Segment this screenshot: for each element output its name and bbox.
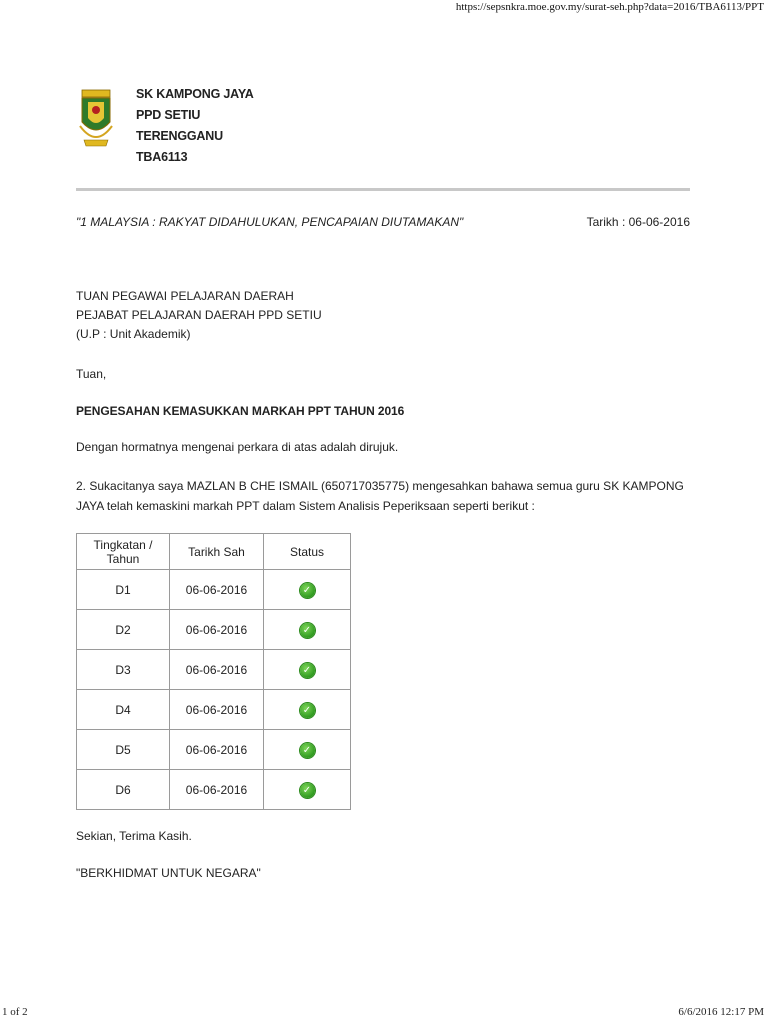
- salutation: Tuan,: [76, 367, 107, 381]
- table-header-row: [77, 534, 351, 570]
- letter-subject: PENGESAHAN KEMASUKKAN MARKAH PPT TAHUN 2016: [76, 404, 405, 418]
- cell-status: [264, 610, 351, 650]
- cell-date: 06-06-2016: [170, 690, 264, 730]
- recipient-line-1: TUAN PEGAWAI PELAJARAN DAERAH: [76, 289, 294, 303]
- cell-date: 06-06-2016: [170, 770, 264, 810]
- school-code: TBA6113: [136, 150, 188, 164]
- school-name: SK KAMPONG JAYA: [136, 87, 254, 101]
- page-number: 1 of 2: [2, 1006, 28, 1018]
- table-row: [77, 690, 351, 730]
- cell-level: D4: [77, 690, 170, 730]
- check-icon: ✓: [300, 663, 315, 678]
- cell-date: 06-06-2016: [170, 650, 264, 690]
- cell-status: [264, 570, 351, 610]
- check-icon: ✓: [300, 623, 315, 638]
- closing-line: Sekian, Terima Kasih.: [76, 829, 192, 843]
- school-ppd: PPD SETIU: [136, 108, 201, 122]
- cell-level: D6: [77, 770, 170, 810]
- recipient-line-2: PEJABAT PELAJARAN DAERAH PPD SETIU: [76, 308, 322, 322]
- recipient-line-3: (U.P : Unit Akademik): [76, 327, 191, 341]
- closing-motto: "BERKHIDMAT UNTUK NEGARA": [76, 866, 261, 880]
- table-row: [77, 730, 351, 770]
- school-state: TERENGGANU: [136, 129, 223, 143]
- table-row: [77, 770, 351, 810]
- cell-level: D1: [77, 570, 170, 610]
- check-icon: ✓: [300, 583, 315, 598]
- page-url: https://sepsnkra.moe.gov.my/surat-seh.php?data=2016/TBA6113/PPT: [455, 1, 764, 13]
- print-timestamp: 6/6/2016 12:17 PM: [678, 1006, 764, 1018]
- header-level: Tingkatan / Tahun: [77, 534, 170, 570]
- national-motto: "1 MALAYSIA : RAKYAT DIDAHULUKAN, PENCAPAIAN DIUTAMAKAN": [76, 215, 464, 229]
- cell-date: 06-06-2016: [170, 730, 264, 770]
- school-crest-logo: [78, 86, 114, 156]
- header-date: Tarikh Sah: [170, 534, 264, 570]
- school-header: [136, 84, 254, 168]
- cell-level: D5: [77, 730, 170, 770]
- check-icon: ✓: [300, 743, 315, 758]
- status-table: [76, 533, 351, 810]
- cell-status: [264, 770, 351, 810]
- cell-date: 06-06-2016: [170, 610, 264, 650]
- table-row: [77, 650, 351, 690]
- paragraph-2: 2. Sukacitanya saya MAZLAN B CHE ISMAIL (650717035775) mengesahkan bahawa semua guru SK KAMPONG JAYA telah kemaskini markah PPT dalam Sistem Analisis Peperiksaan seperti berikut :: [76, 479, 684, 513]
- paragraph-1: Dengan hormatnya mengenai perkara di atas adalah dirujuk.: [76, 440, 399, 454]
- header-divider: [76, 188, 690, 191]
- check-icon: ✓: [300, 703, 315, 718]
- cell-date: 06-06-2016: [170, 570, 264, 610]
- cell-status: [264, 690, 351, 730]
- table-row: [77, 610, 351, 650]
- cell-status: [264, 730, 351, 770]
- table-row: [77, 570, 351, 610]
- cell-level: D3: [77, 650, 170, 690]
- cell-status: [264, 650, 351, 690]
- cell-level: D2: [77, 610, 170, 650]
- header-status: Status: [264, 534, 351, 570]
- check-icon: ✓: [300, 783, 315, 798]
- letter-date: Tarikh : 06-06-2016: [586, 215, 690, 229]
- recipient-address: [76, 287, 322, 344]
